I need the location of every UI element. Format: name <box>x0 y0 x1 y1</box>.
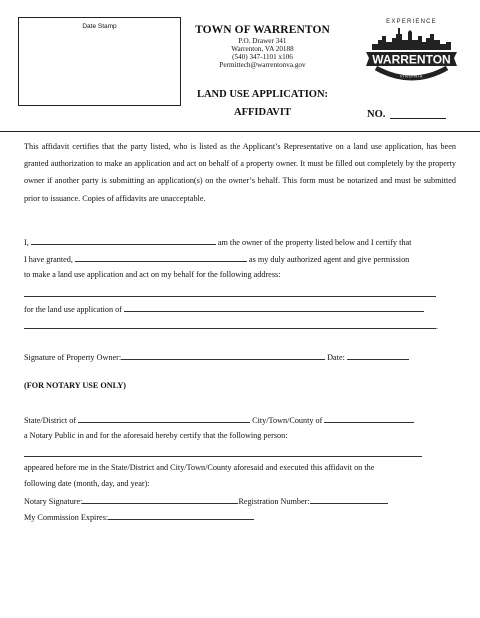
line-6-period: . <box>436 322 439 331</box>
owner-line-1-suffix: am the owner of the property listed below and I certify that <box>217 238 412 247</box>
notary-person-field[interactable] <box>24 456 422 457</box>
form-title-line-1: LAND USE APPLICATION: <box>196 89 329 100</box>
notary-certify-text: a Notary Public in and for the aforesaid hereby certify that the following person: <box>24 431 288 440</box>
email-address: Permittech@warrentonva.gov <box>219 61 306 70</box>
application-of-continued-field[interactable] <box>24 320 439 331</box>
notary-signature-row <box>24 495 388 506</box>
owner-date-label: Date: <box>327 353 345 362</box>
logo-main-text: WARRENTON <box>372 52 451 67</box>
state-district-label: State/District of <box>24 416 77 425</box>
warrenton-logo <box>364 14 459 92</box>
intro-paragraph: This affidavit certifies that the party listed, who is listed as the Applicant’s Representative on a land use application, has been granted authorization to make an application and act on behalf of a property owner. It must be filled out completely by the property owner if another party is submitting an application(s) on the owner’s behalf. This form must be notarized and must be submitted prior to issuance. Copies of affidavits are unacceptable. <box>24 142 456 203</box>
date-stamp-box <box>18 17 181 106</box>
owner-signature-row <box>24 351 409 362</box>
notary-location-row <box>24 414 414 425</box>
address-line-2: Warrenton, VA 20188 <box>231 44 294 53</box>
logo-bottom-text: VIRGINIA <box>399 74 424 79</box>
date-stamp-label: Date Stamp <box>82 23 117 30</box>
registration-number-field[interactable] <box>310 495 388 504</box>
form-title-line-2: AFFIDAVIT <box>234 107 291 119</box>
address-line-1: P.O. Drawer 341 <box>238 36 287 45</box>
owner-line-6 <box>24 320 438 331</box>
organization-header <box>190 24 335 69</box>
header-divider <box>0 131 480 132</box>
owner-signature-label: Signature of Property Owner: <box>24 353 122 362</box>
owner-line-5 <box>24 303 424 314</box>
owner-line-2-prefix: I have granted, <box>24 255 73 264</box>
form-number-label: NO. <box>367 109 386 120</box>
commission-expires-label: My Commission Expires: <box>24 513 109 522</box>
agent-name-field[interactable] <box>75 253 247 262</box>
logo-top-text: EXPERIENCE <box>386 19 437 25</box>
form-title <box>180 86 345 123</box>
owner-line-2 <box>24 253 409 264</box>
owner-name-field[interactable] <box>31 236 216 245</box>
city-town-county-field[interactable] <box>324 414 414 423</box>
registration-number-label: Registration Number: <box>238 497 310 506</box>
application-of-field[interactable] <box>124 303 424 312</box>
owner-signature-field[interactable] <box>121 351 325 360</box>
form-number-field[interactable] <box>390 118 446 119</box>
notary-signature-label: Notary Signature: <box>24 497 83 506</box>
owner-line-1 <box>24 236 411 247</box>
state-district-field[interactable] <box>78 414 250 423</box>
owner-date-field[interactable] <box>347 351 409 360</box>
phone-number: (540) 347-1101 x106 <box>232 53 293 61</box>
city-town-county-label: City/Town/County of <box>252 416 323 425</box>
notary-signature-field[interactable] <box>82 495 238 504</box>
notary-appeared-text-2: following date (month, day, and year): <box>24 479 150 488</box>
application-of-label: for the land use application of <box>24 305 122 314</box>
notary-appeared-text-1: appeared before me in the State/District and City/Town/County aforesaid and executed this affidavit on the <box>24 463 375 472</box>
owner-line-2-suffix: as my duly authorized agent and give permission <box>248 255 410 264</box>
property-address-field[interactable] <box>24 296 436 297</box>
owner-line-1-prefix: I, <box>24 238 29 247</box>
commission-row <box>24 511 254 522</box>
owner-line-3: to make a land use application and act on my behalf for the following address: <box>24 270 281 279</box>
notary-heading: (FOR NOTARY USE ONLY) <box>24 381 126 390</box>
organization-name: TOWN OF WARRENTON <box>195 24 330 36</box>
commission-expires-field[interactable] <box>108 511 254 520</box>
